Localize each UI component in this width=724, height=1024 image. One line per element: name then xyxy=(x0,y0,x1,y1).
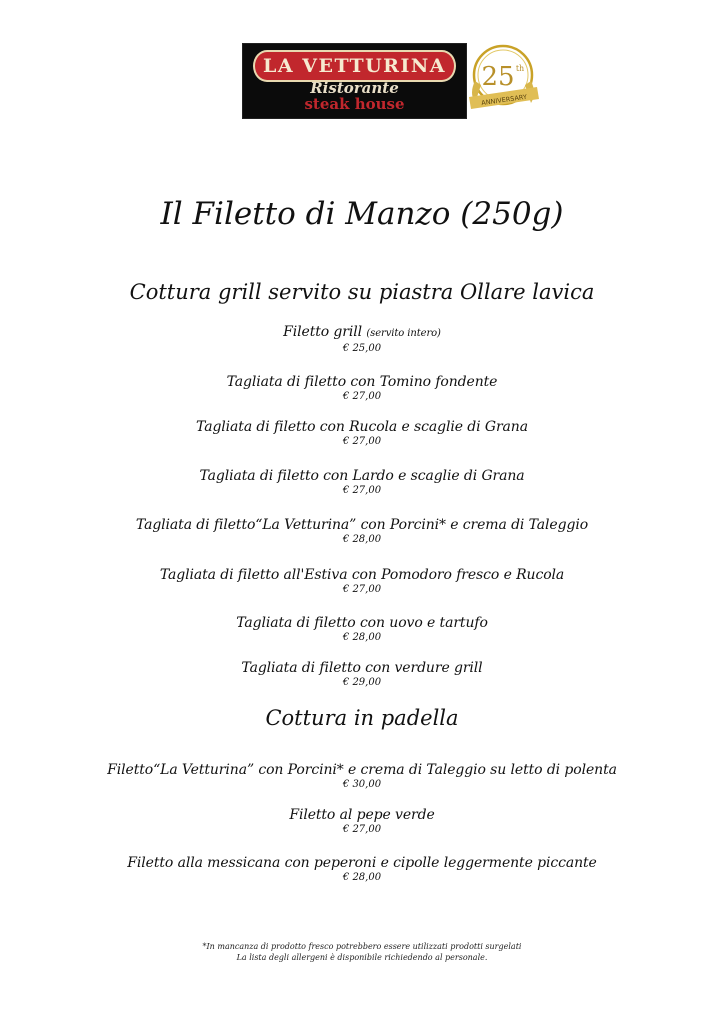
section-title-grill: Cottura grill servito su piastra Ollare lavica xyxy=(129,280,595,304)
menu-item xyxy=(0,806,724,836)
item-name: Tagliata di filetto“La Vetturina” con Porcini* e crema di Taleggio xyxy=(135,517,589,533)
menu-item xyxy=(0,516,724,546)
item-price: € 28,00 xyxy=(342,872,382,883)
menu-item xyxy=(0,373,724,403)
menu-item xyxy=(0,323,724,355)
anniversary-badge-icon xyxy=(465,41,541,119)
menu-item xyxy=(0,854,724,884)
item-price: € 25,00 xyxy=(342,343,382,354)
item-name: Tagliata di filetto con verdure grill xyxy=(241,660,483,676)
item-price: € 28,00 xyxy=(342,534,382,545)
item-price: € 28,00 xyxy=(342,632,382,643)
item-name: Tagliata di filetto con Rucola e scaglie di Grana xyxy=(196,419,528,435)
footer-note xyxy=(0,941,724,963)
logo-subtitle-ristorante: Ristorante xyxy=(310,79,399,97)
item-name: Tagliata di filetto con uovo e tartufo xyxy=(236,615,488,631)
item-price: € 27,00 xyxy=(342,584,382,595)
item-name: Filetto grill xyxy=(283,324,363,340)
item-price: € 27,00 xyxy=(342,824,382,835)
menu-item xyxy=(0,418,724,448)
item-name: Tagliata di filetto con Lardo e scaglie di Grana xyxy=(199,468,525,484)
item-name: Tagliata di filetto con Tomino fondente xyxy=(226,374,498,390)
item-note: (servito intero) xyxy=(366,328,441,339)
menu-item xyxy=(0,614,724,644)
item-name: Filetto alla messicana con peperoni e cipolle leggermente piccante xyxy=(127,855,597,871)
section-title-padella: Cottura in padella xyxy=(265,706,459,730)
menu-item xyxy=(0,467,724,497)
badge-number: 25 xyxy=(481,62,515,92)
item-name-row xyxy=(0,323,724,343)
badge-suffix: th xyxy=(515,64,525,73)
logo-name: LA VETTURINA xyxy=(263,55,446,77)
menu-item xyxy=(0,566,724,596)
menu-item xyxy=(0,761,724,791)
item-name: Tagliata di filetto all'Estiva con Pomodoro fresco e Rucola xyxy=(159,567,565,583)
item-price: € 29,00 xyxy=(342,677,382,688)
item-price: € 27,00 xyxy=(342,436,382,447)
item-name: Filetto al pepe verde xyxy=(289,807,435,823)
badge-ribbon-text: ANNIVERSARY xyxy=(480,92,528,108)
restaurant-logo xyxy=(242,43,467,119)
menu-item xyxy=(0,659,724,689)
item-price: € 30,00 xyxy=(342,779,382,790)
footer-line-allergens: La lista degli allergeni è disponibile richiedendo al personale. xyxy=(236,953,488,962)
page-title: Il Filetto di Manzo (250g) xyxy=(160,196,564,232)
logo-banner xyxy=(253,50,456,82)
item-price: € 27,00 xyxy=(342,391,382,402)
item-price: € 27,00 xyxy=(342,485,382,496)
footer-line-frozen: *In mancanza di prodotto fresco potrebbero essere utilizzati prodotti surgelati xyxy=(202,942,522,951)
logo-subtitle-steakhouse: steak house xyxy=(304,95,405,113)
item-name: Filetto“La Vetturina” con Porcini* e crema di Taleggio su letto di polenta xyxy=(107,762,617,778)
